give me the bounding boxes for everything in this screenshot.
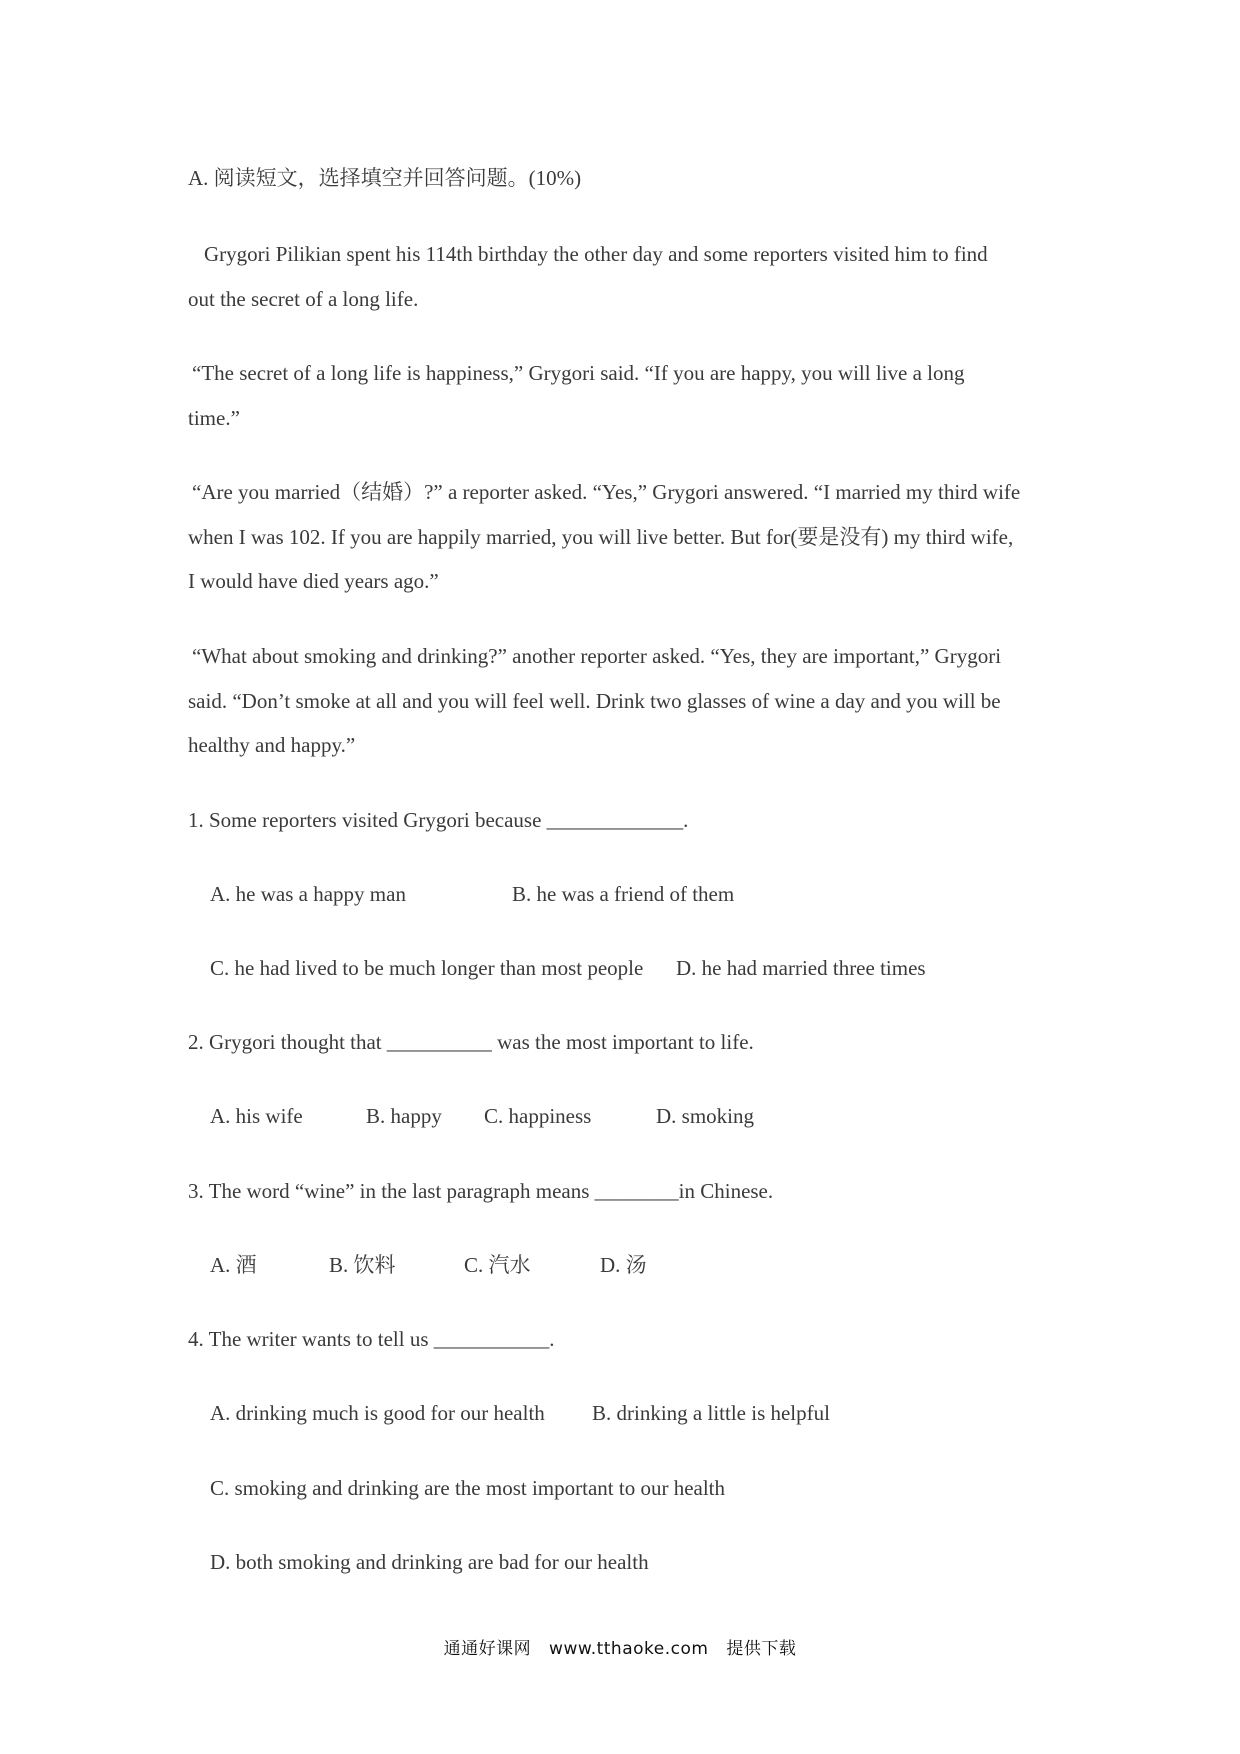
passage-line: “The secret of a long life is happiness,” Grygori said. “If you are happy, you will live a long <box>192 361 965 385</box>
option: D. he had married three times <box>676 956 926 980</box>
question-stem: 3. The word “wine” in the last paragraph means ________in Chinese. <box>188 1179 774 1203</box>
option: D. 汤 <box>600 1253 647 1277</box>
option: B. happy <box>366 1104 442 1128</box>
footer <box>0 1634 1240 1659</box>
passage-line: “What about smoking and drinking?” another reporter asked. “Yes, they are important,” Grygori <box>192 644 1002 668</box>
passage-line: “Are you married（结婚）?” a reporter asked. “Yes,” Grygori answered. “I married my third wife <box>192 480 1021 504</box>
option: C. happiness <box>484 1104 592 1128</box>
option: C. 汽水 <box>464 1253 531 1277</box>
option: A. his wife <box>210 1104 303 1128</box>
option: A. drinking much is good for our health <box>210 1401 545 1425</box>
question-stem: 1. Some reporters visited Grygori because _____________. <box>188 808 689 832</box>
option: C. smoking and drinking are the most important to our health <box>210 1476 726 1500</box>
footer-site-name: 通通好课网 <box>443 1639 532 1659</box>
option: B. drinking a little is helpful <box>592 1401 830 1425</box>
option: B. 饮料 <box>329 1253 396 1277</box>
option: A. 酒 <box>210 1253 257 1277</box>
question-stem: 4. The writer wants to tell us ___________. <box>188 1327 555 1351</box>
footer-url[interactable]: www.tthaoke.com <box>549 1639 709 1659</box>
option: A. he was a happy man <box>210 882 406 906</box>
passage-line: said. “Don’t smoke at all and you will feel well. Drink two glasses of wine a day and you will be <box>188 689 1001 713</box>
option: B. he was a friend of them <box>512 882 735 906</box>
footer-suffix: 提供下载 <box>726 1639 797 1659</box>
passage-line: I would have died years ago.” <box>188 569 439 593</box>
passage-line: when I was 102. If you are happily married, you will live better. But for(要是没有) my third wife, <box>188 525 1014 549</box>
option: C. he had lived to be much longer than most people <box>210 956 644 980</box>
question-stem: 2. Grygori thought that __________ was the most important to life. <box>188 1030 754 1054</box>
section-title: A. 阅读短文，选择填空并回答问题。(10%) <box>188 166 582 190</box>
passage-line: Grygori Pilikian spent his 114th birthday the other day and some reporters visited him to find <box>204 242 988 266</box>
passage-line: healthy and happy.” <box>188 733 356 757</box>
passage-line: out the secret of a long life. <box>188 287 419 311</box>
option: D. smoking <box>656 1104 755 1128</box>
option: D. both smoking and drinking are bad for our health <box>210 1550 649 1574</box>
passage-line: time.” <box>188 406 240 430</box>
